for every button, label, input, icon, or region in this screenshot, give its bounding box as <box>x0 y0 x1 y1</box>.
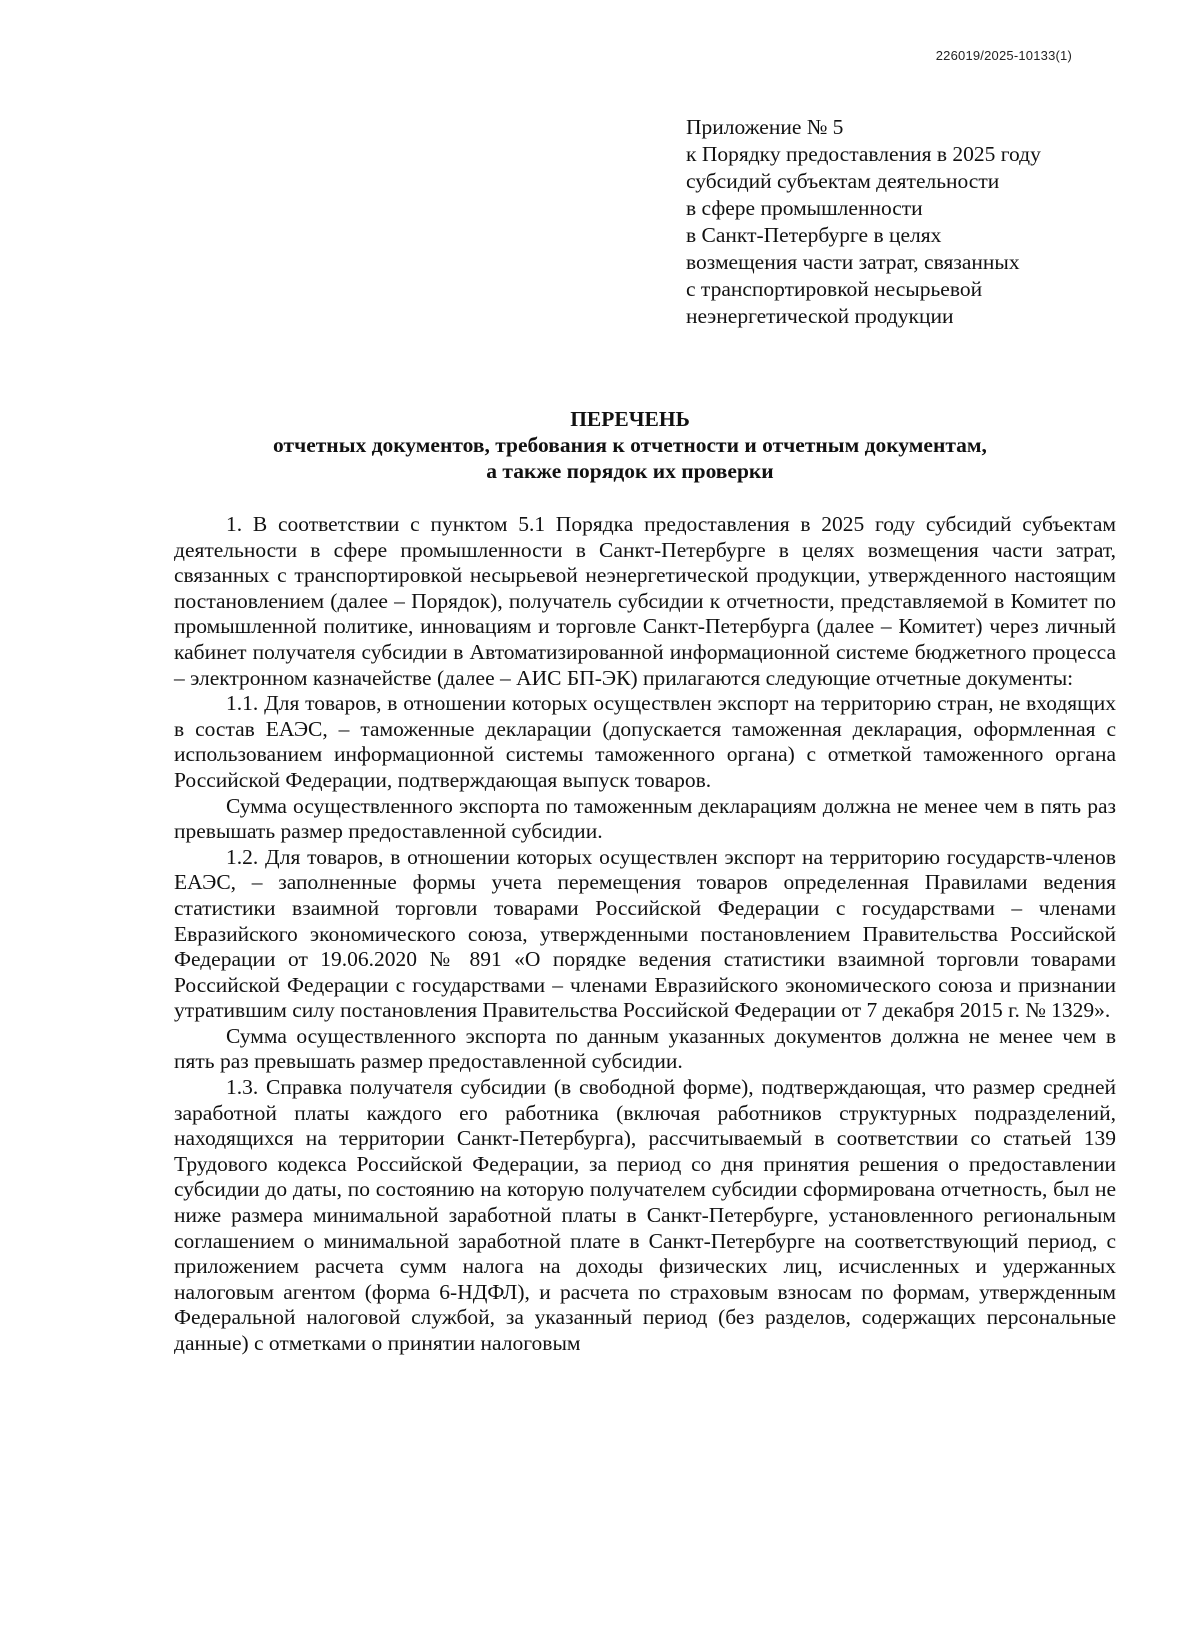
document-title-block <box>150 406 1110 484</box>
appendix-line: возмещения части затрат, связанных <box>686 250 1020 274</box>
document-title: ПЕРЕЧЕНЬ <box>570 407 690 431</box>
paragraph-1-3: 1.3. Справка получателя субсидии (в свободной форме), подтверждающая, что размер средней заработной платы каждого его работника (включая работников структурных подразделений, находящихся на территории Санкт-Петербурга), рассчитываемый в соответствии со статьей 139 Трудового кодекса Российской Федерации, за период со дня принятия решения о предоставлении субсидии до даты, по состоянию на которую получателем субсидии сформирована отчетность, был не ниже размера минимальной заработной платы в Санкт-Петербурге, установленного региональным соглашением о минимальной заработной плате в Санкт-Петербурге на соответствующий период, с приложением расчета сумм налога на доходы физических лиц, исчисленных и удержанных налоговым агентом (форма 6-НДФЛ), и расчета по страховым взносам по формам, утвержденным Федеральной налоговой службой, за указанный период (без разделов, содержащих персональные данные) с отметками о принятии налоговым <box>174 1075 1116 1355</box>
appendix-line: к Порядку предоставления в 2025 году <box>686 142 1041 166</box>
paragraph-1-1-sum: Сумма осуществленного экспорта по таможенным декларациям должна не менее чем в пять раз превышать размер предоставленной субсидии. <box>174 793 1116 844</box>
paragraph-1: 1. В соответствии с пунктом 5.1 Порядка предоставления в 2025 году субсидий субъектам деятельности в сфере промышленности в Санкт-Петербурге в целях возмещения части затрат, связанных с транспортировкой несырьевой неэнергетической продукции, утвержденного настоящим постановлением (далее – Порядок), получатель субсидии к отчетности, представляемой в Комитет по промышленной политике, инновациям и торговле Санкт-Петербурга (далее – Комитет) через личный кабинет получателя субсидии в Автоматизированной информационной системе бюджетного процесса – электронном казначействе (далее – АИС БП-ЭК) прилагаются следующие отчетные документы: <box>174 512 1116 690</box>
appendix-line: субсидий субъектам деятельности <box>686 169 1000 193</box>
document-number: 226019/2025-10133(1) <box>935 48 1072 63</box>
appendix-line: в сфере промышленности <box>686 196 923 220</box>
appendix-line: Приложение № 5 <box>686 115 844 139</box>
appendix-line: неэнергетической продукции <box>686 304 954 328</box>
document-body <box>174 512 1116 1357</box>
appendix-line: с транспортировкой несырьевой <box>686 277 983 301</box>
appendix-line: в Санкт-Петербурге в целях <box>686 223 942 247</box>
document-subtitle-line: отчетных документов, требования к отчетности и отчетным документам, <box>273 433 987 457</box>
document-subtitle-line: а также порядок их проверки <box>486 459 774 483</box>
paragraph-1-2: 1.2. Для товаров, в отношении которых осуществлен экспорт на территорию государств-членов ЕАЭС, – заполненные формы учета перемещения товаров определенная Правилами ведения статистики взаимной торговли товарами Российской Федерации с государствами – членами Евразийского экономического союза, утвержденными постановлением Правительства Российской Федерации от 19.06.2020 № 891 «О порядке ведения статистики взаимной торговли товарами Российской Федерации с государствами – членами Евразийского экономического союза и признании утратившим силу постановления Правительства Российской Федерации от 7 декабря 2015 г. № 1329». <box>174 844 1116 1023</box>
paragraph-1-1: 1.1. Для товаров, в отношении которых осуществлен экспорт на территорию стран, не входящих в состав ЕАЭС, – таможенные декларации (допускается таможенная декларация, оформленная с использованием информационной системы таможенного органа) с отметкой таможенного органа Российской Федерации, подтверждающая выпуск товаров. <box>174 691 1116 792</box>
paragraph-1-2-sum: Сумма осуществленного экспорта по данным указанных документов должна не менее чем в пять раз превышать размер предоставленной субсидии. <box>174 1023 1116 1074</box>
appendix-header <box>686 114 1106 330</box>
